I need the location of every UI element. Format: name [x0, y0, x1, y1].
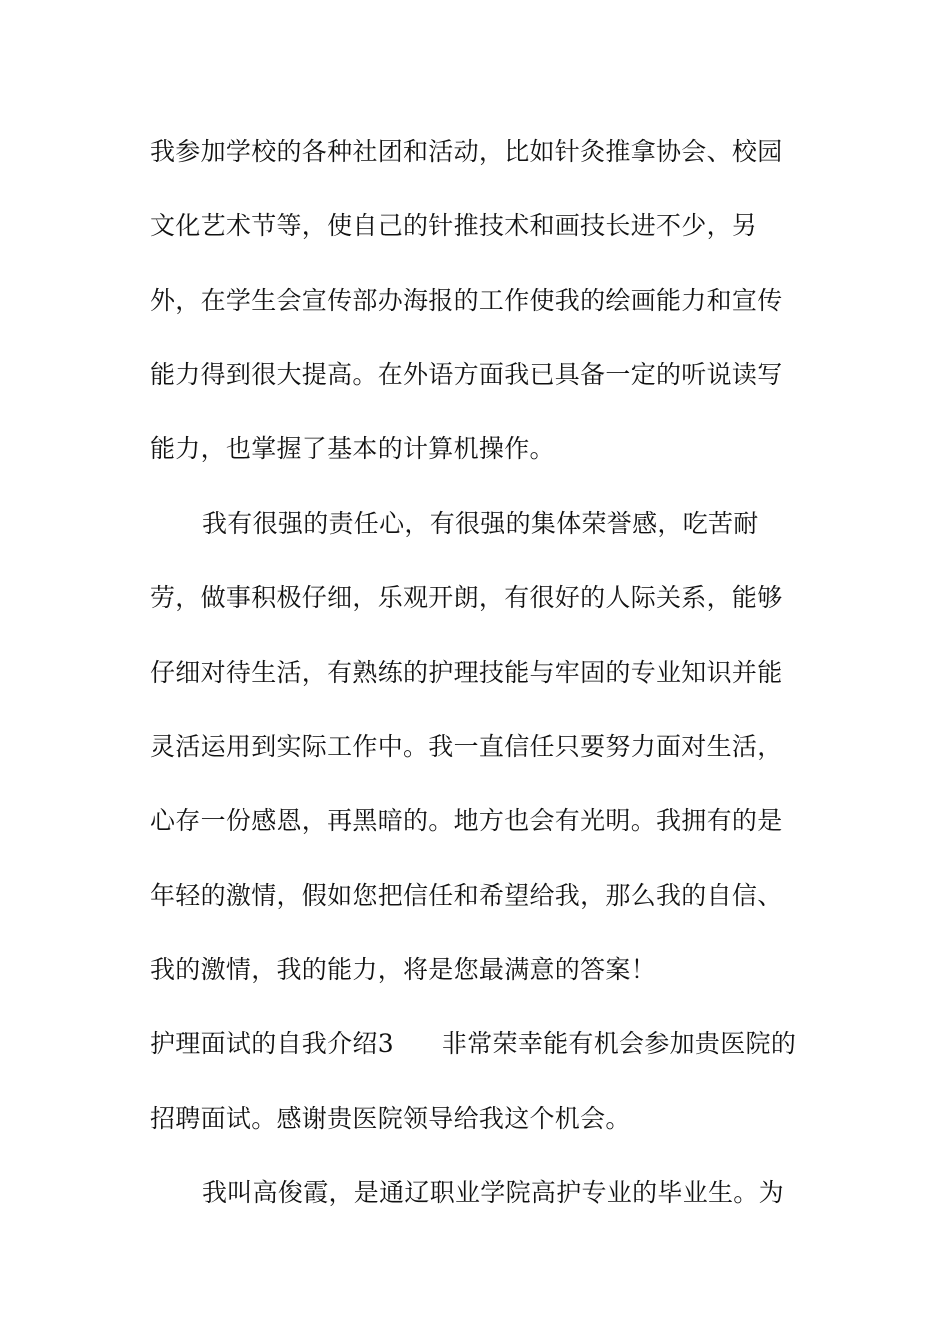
paragraph-line: 我参加学校的各种社团和活动，比如针灸推拿协会、校园	[150, 137, 783, 166]
paragraph-line: 我有很强的责任心，有很强的集体荣誉感，吃苦耐	[202, 509, 759, 538]
paragraph-line: 能力得到很大提高。在外语方面我已具备一定的听说读写	[150, 360, 783, 389]
paragraph-line: 仔细对待生活，有熟练的护理技能与牢固的专业知识并能	[150, 658, 783, 687]
paragraph-line: 年轻的激情，假如您把信任和希望给我，那么我的自信、	[150, 881, 783, 910]
paragraph-line: 劳，做事积极仔细，乐观开朗，有很好的人际关系，能够	[150, 583, 783, 612]
paragraph-line: 灵活运用到实际工作中。我一直信任只要努力面对生活，	[150, 732, 783, 761]
paragraph-line: 外，在学生会宣传部办海报的工作使我的绘画能力和宣传	[150, 286, 783, 315]
paragraph-line: 心存一份感恩，再黑暗的。地方也会有光明。我拥有的是	[150, 806, 783, 835]
paragraph-line: 我的激情，我的能力，将是您最满意的答案！	[150, 955, 657, 984]
paragraph-line: 能力，也掌握了基本的计算机操作。	[150, 434, 555, 463]
paragraph-line: 非常荣幸能有机会参加贵医院的	[441, 1029, 797, 1058]
section-heading: 护理面试的自我介绍3	[150, 1029, 394, 1058]
paragraph-line: 我叫高俊霞，是通辽职业学院高护专业的毕业生。为	[202, 1178, 784, 1207]
paragraph-line: 文化艺术节等，使自己的针推技术和画技长进不少，另	[150, 211, 758, 240]
section-heading-line	[150, 1028, 796, 1060]
paragraph-line: 招聘面试。感谢贵医院领导给我这个机会。	[150, 1104, 631, 1133]
